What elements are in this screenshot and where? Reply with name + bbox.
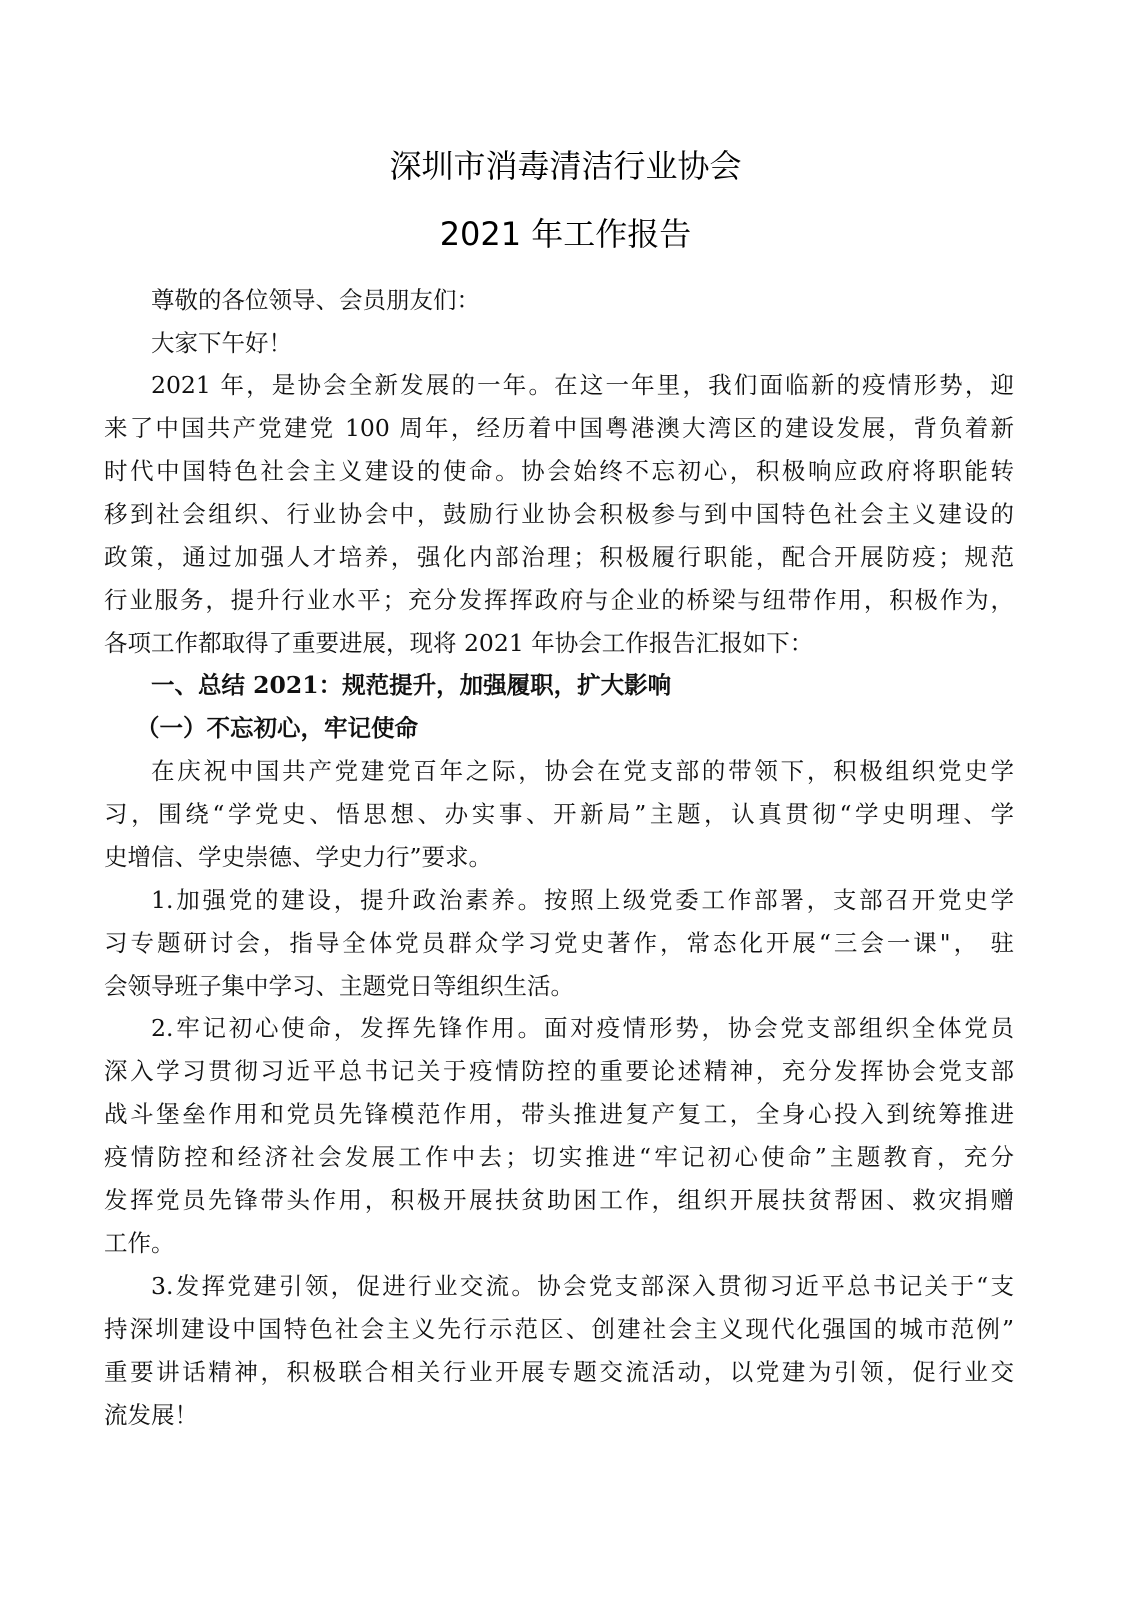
subsection-heading-1: （一）不忘初心，牢记使命 (136, 714, 418, 742)
intro-paragraph-line: 来了中国共产党建党 100 周年，经历着中国粤港澳大湾区的建设发展，背负着新 (104, 414, 1014, 442)
intro-paragraph-line: 各项工作都取得了重要进展，现将 2021 年协会工作报告汇报如下： (104, 629, 814, 657)
subsection-intro-line: 习，围绕“学党史、悟思想、办实事、开新局”主题，认真贯彻“学史明理、学 (104, 800, 1014, 828)
point-2-line: 工作。 (104, 1229, 175, 1257)
document-title-line-2: 2021 年工作报告 (439, 215, 692, 253)
intro-paragraph-line: 时代中国特色社会主义建设的使命。协会始终不忘初心，积极响应政府将职能转 (104, 457, 1014, 485)
subsection-intro-line: 在庆祝中国共产党建党百年之际，协会在党支部的带领下，积极组织党史学 (151, 757, 1014, 785)
document-title-line-1: 深圳市消毒清洁行业协会 (389, 147, 742, 185)
point-3-line: 持深圳建设中国特色社会主义先行示范区、创建社会主义现代化强国的城市范例” (104, 1315, 1014, 1343)
point-1-line: 会领导班子集中学习、主题党日等组织生活。 (104, 972, 574, 1000)
point-1-line: 1.加强党的建设，提升政治素养。按照上级党委工作部署，支部召开党史学 (151, 886, 1014, 914)
point-2-line: 深入学习贯彻习近平总书记关于疫情防控的重要论述精神，充分发挥协会党支部 (104, 1057, 1014, 1085)
point-3-line: 3.发挥党建引领，促进行业交流。协会党支部深入贯彻习近平总书记关于“支 (151, 1272, 1014, 1300)
intro-paragraph-line: 政策，通过加强人才培养，强化内部治理；积极履行职能，配合开展防疫；规范 (104, 543, 1014, 571)
section-heading-1: 一、总结 2021：规范提升，加强履职，扩大影响 (151, 671, 672, 699)
intro-paragraph-line: 移到社会组织、行业协会中，鼓励行业协会积极参与到中国特色社会主义建设的 (104, 500, 1014, 528)
intro-paragraph-line: 行业服务，提升行业水平；充分发挥挥政府与企业的桥梁与纽带作用，积极作为， (104, 586, 1014, 614)
greeting: 大家下午好！ (151, 329, 292, 357)
point-2-line: 发挥党员先锋带头作用，积极开展扶贫助困工作，组织开展扶贫帮困、救灾捐赠 (104, 1186, 1014, 1214)
point-1-line: 习专题研讨会，指导全体党员群众学习党史著作，常态化开展“三会一课"， 驻 (104, 929, 1014, 957)
salutation: 尊敬的各位领导、会员朋友们： (151, 286, 480, 314)
subsection-intro-line: 史增信、学史崇德、学史力行”要求。 (104, 843, 493, 871)
point-2-line: 战斗堡垒作用和党员先锋模范作用，带头推进复产复工，全身心投入到统筹推进 (104, 1100, 1014, 1128)
intro-paragraph-line: 2021 年，是协会全新发展的一年。在这一年里，我们面临新的疫情形势，迎 (151, 371, 1014, 399)
point-3-line: 流发展！ (104, 1401, 198, 1429)
point-2-line: 疫情防控和经济社会发展工作中去；切实推进“牢记初心使命”主题教育，充分 (104, 1143, 1014, 1171)
point-2-line: 2.牢记初心使命，发挥先锋作用。面对疫情形势，协会党支部组织全体党员 (151, 1014, 1014, 1042)
point-3-line: 重要讲话精神，积极联合相关行业开展专题交流活动，以党建为引领，促行业交 (104, 1358, 1014, 1386)
